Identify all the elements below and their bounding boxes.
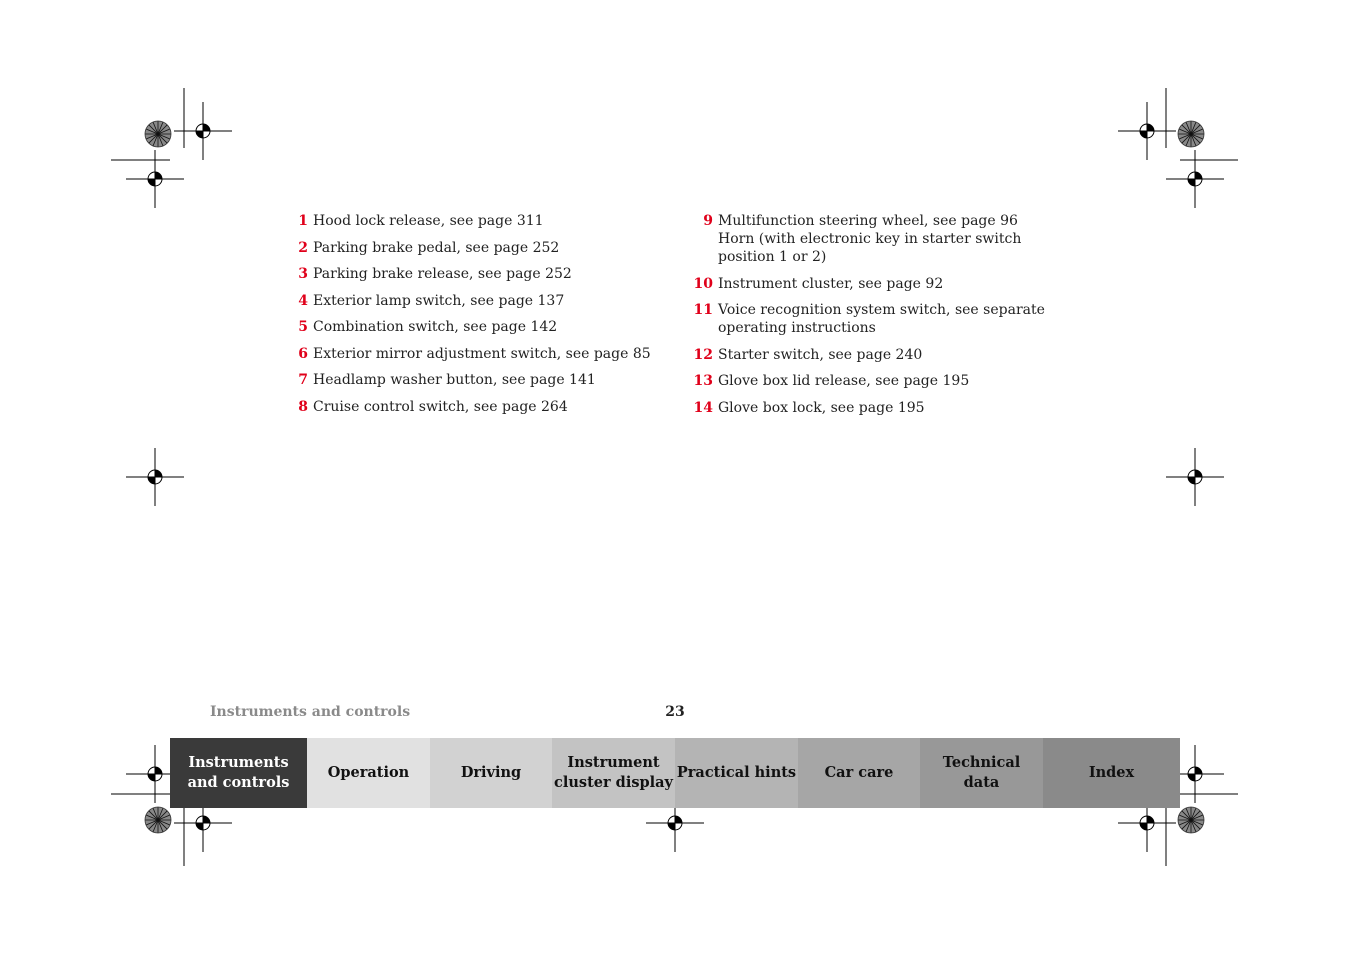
tab-technical-data[interactable]: Technical data (920, 738, 1043, 808)
list-item (288, 398, 658, 416)
tab-instrument-cluster-display[interactable]: Instrument cluster display (552, 738, 675, 808)
item-number: 4 (298, 292, 308, 309)
item-text: Exterior mirror adjustment switch, see page 85 (313, 345, 651, 362)
item-text: Parking brake pedal, see page 252 (313, 239, 560, 256)
item-text: Starter switch, see page 240 (718, 346, 923, 363)
tab-instruments-and-controls[interactable]: Instruments and controls (170, 738, 307, 808)
item-number: 12 (693, 346, 713, 363)
item-text: Glove box lid release, see page 195 (718, 373, 970, 389)
item-number: 7 (298, 372, 308, 388)
item-number: 3 (298, 266, 308, 282)
item-number: 8 (298, 398, 308, 415)
item-text: Instrument cluster, see page 92 (718, 275, 944, 292)
tab-practical-hints[interactable]: Practical hints (675, 738, 798, 808)
left-item-list (288, 212, 658, 424)
item-number: 11 (693, 302, 713, 318)
item-number: 13 (693, 373, 713, 389)
chapter-tab-bar (170, 738, 1180, 808)
list-item (288, 345, 658, 363)
tab-driving[interactable]: Driving (430, 738, 552, 808)
item-text: Parking brake release, see page 252 (313, 266, 572, 282)
list-item (690, 346, 1050, 364)
item-text: Cruise control switch, see page 264 (313, 398, 568, 415)
tab-operation[interactable]: Operation (307, 738, 430, 808)
item-text: Exterior lamp switch, see page 137 (313, 292, 565, 309)
item-text: Glove box lock, see page 195 (718, 399, 925, 416)
item-number: 10 (693, 275, 713, 292)
list-item (690, 275, 1050, 293)
list-item (288, 292, 658, 310)
item-number: 6 (298, 345, 308, 362)
list-item (288, 371, 658, 389)
item-number: 14 (693, 399, 713, 416)
list-item (288, 318, 658, 336)
list-item (690, 301, 1050, 337)
item-number: 1 (298, 213, 308, 229)
item-text: Headlamp washer button, see page 141 (313, 372, 596, 388)
list-item (288, 239, 658, 257)
page-number: 23 (665, 704, 685, 720)
section-name: Instruments and controls (210, 704, 411, 720)
item-text: Hood lock release, see page 311 (313, 213, 544, 229)
list-item (288, 265, 658, 283)
item-number: 9 (703, 213, 713, 229)
list-item (690, 399, 1050, 417)
item-number: 2 (298, 239, 308, 256)
item-text: Combination switch, see page 142 (313, 319, 558, 335)
item-number: 5 (298, 319, 308, 335)
tab-car-care[interactable]: Car care (798, 738, 920, 808)
tab-index[interactable]: Index (1043, 738, 1180, 808)
item-text: Multifunction steering wheel, see page 96 Horn (with electronic key in starter switch position 1 or 2) (718, 213, 1022, 265)
list-item (288, 212, 658, 230)
item-text: Voice recognition system switch, see separate operating instructions (718, 302, 1045, 336)
right-item-list (690, 212, 1050, 425)
list-item (690, 372, 1050, 390)
list-item (690, 212, 1050, 266)
